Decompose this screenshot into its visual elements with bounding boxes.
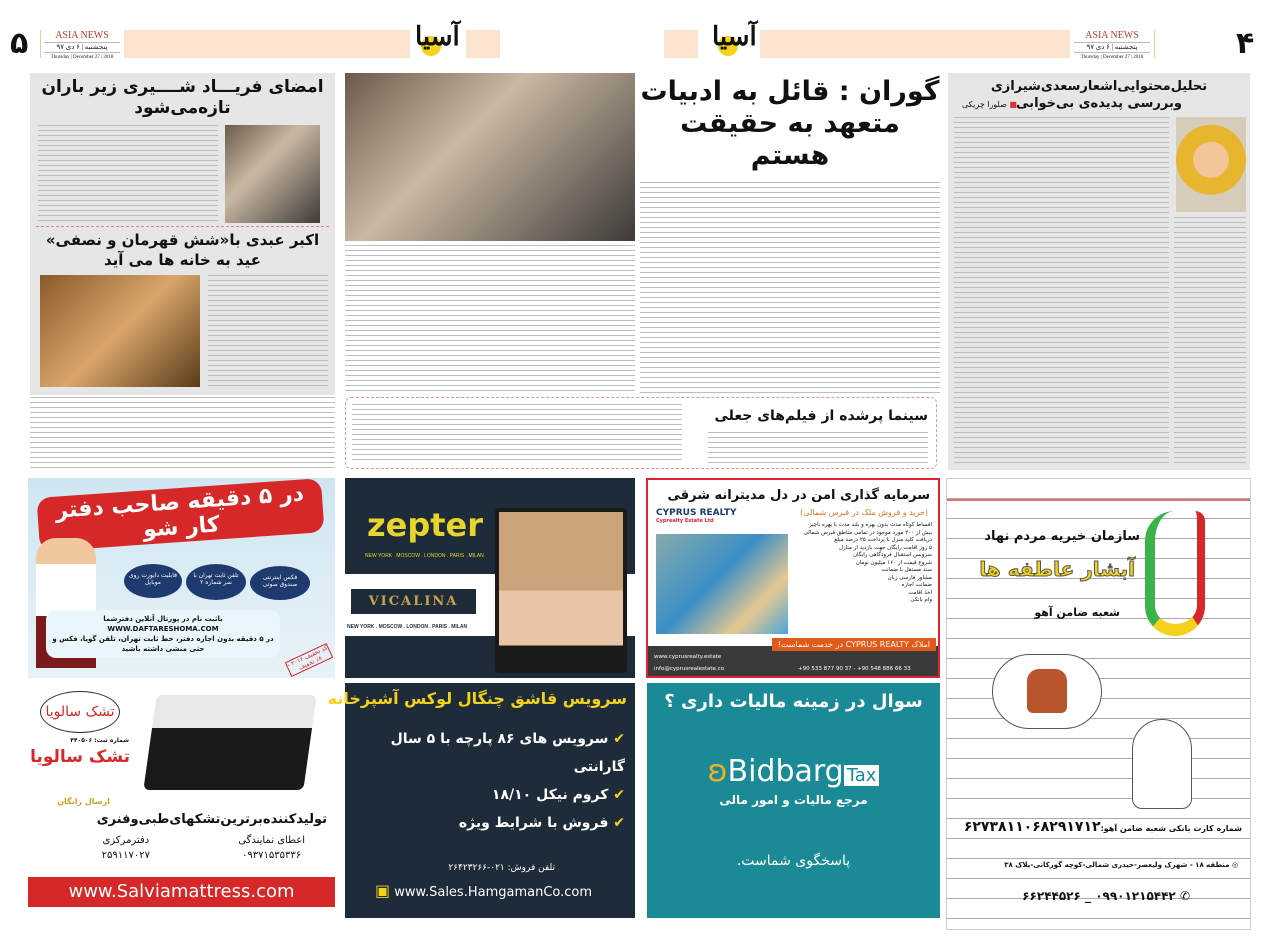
- speech-bubble: قابلیت دایورت روی موبایل: [124, 564, 182, 598]
- ad-subtitle: (خرید و فروش ملک در قبرس شمالی): [800, 508, 928, 517]
- brand-name: تشک سالویا: [30, 747, 130, 767]
- divider: [36, 226, 329, 227]
- brand-en: ASIA NEWS: [55, 30, 109, 41]
- abdi-photo: [40, 275, 200, 387]
- email[interactable]: info@cyprusrealestate.co: [654, 666, 725, 672]
- registration: شماره ثبت: ۴۴۰۵۰۶: [70, 737, 129, 744]
- check-icon: ✔: [613, 731, 625, 747]
- feature-text: فروش با شرایط ویژه: [458, 815, 609, 831]
- brand-cities: NEW YORK . MOSCOW . LONDON . PARIS . MILAN: [365, 553, 484, 559]
- title-line: عید به خانه ها می آید: [104, 251, 261, 269]
- header-bar: [760, 30, 1070, 58]
- speech-bubble: فکس اینترنتی صندوق صوتی: [250, 566, 310, 600]
- mattress-image: [143, 695, 316, 790]
- feature: وام بانکی: [910, 597, 932, 603]
- feature: ۵ روز اقامت رایگان جهت بازدید از منازل: [838, 544, 932, 551]
- charity-logo: [1145, 511, 1205, 636]
- masthead-left: [44, 30, 120, 62]
- article-subtitle-saadi: و‌بررسی پدیده‌ی بی‌خوابی: [1016, 96, 1182, 111]
- address: ◎ منطقه ۱۸ - شهرک ولیعصر-حیدری شمالی-کوچه گورکانی-پلاک ۳۸: [1004, 861, 1238, 869]
- article-body: [1174, 217, 1246, 463]
- date-en: Thursday | December 27 | 2018: [1074, 52, 1150, 62]
- bidbarg-logo: [647, 754, 940, 789]
- date-fa: پنجشنبه | ۶ دی ۹۷: [1074, 42, 1150, 52]
- margin-line: [947, 499, 1250, 501]
- agency-phone: ۰۹۳۷۱۵۳۵۳۳۶: [242, 850, 302, 861]
- logo-sub: Cyprealty Estate Ltd: [656, 518, 714, 524]
- masthead-right: [1074, 30, 1150, 62]
- feature: بیش از ۲۰۰ مورد موجود در تمامی مناطق قبرس شمالی: [803, 529, 932, 536]
- feature: سرویس استقبال فرودگاهی رایگان: [852, 552, 932, 558]
- article-body: [352, 404, 682, 462]
- website[interactable]: www.Sales.HamgamanCo.com: [394, 885, 593, 900]
- page-number-right: ۴: [1236, 26, 1255, 61]
- agency-label: اعطای نمایندگی: [238, 835, 305, 846]
- child-illustration: [1132, 719, 1192, 809]
- logo-text: CYPRUS REALTY: [656, 508, 737, 518]
- article-body: [38, 125, 218, 223]
- feature: ضمانت اجاره: [901, 582, 932, 588]
- ad-salvia[interactable]: [28, 685, 335, 915]
- date-en: Thursday | December 27 | 2018: [44, 52, 120, 62]
- bank-card: [964, 819, 1242, 835]
- slogan: تولیدکننده‌برترین‌تشکهای‌طبی‌وفنری: [96, 812, 327, 827]
- feature: [351, 781, 625, 809]
- ad-title: در ۵ دقیقه صاحب دفتر کار شو: [36, 478, 324, 552]
- header-bar: [664, 30, 698, 58]
- ad-charity[interactable]: [946, 478, 1251, 930]
- article-body: [345, 245, 635, 393]
- article-body: [640, 182, 940, 393]
- office-label: دفترمرکزی: [102, 835, 150, 846]
- title-line: گوران : قائل به ادبیات: [640, 76, 940, 107]
- cutlery-case-image: [495, 508, 627, 673]
- feature: دریافت کلید منزل با پرداخت ۲۵ درصد مبلغ: [834, 537, 932, 543]
- feature: مشاور فارسی زبان: [887, 574, 932, 581]
- website[interactable]: www.Salviamattress.com: [28, 877, 335, 907]
- ad-daftareshoma[interactable]: [28, 478, 335, 678]
- feature: [351, 809, 625, 837]
- card-number: ۶۲۷۳۸۱۱۰۶۸۲۹۱۷۱۲: [963, 819, 1101, 835]
- phones: +90 533 877 90 37 - +90 548 886 66 33: [798, 666, 911, 672]
- speech-bubble: تلفن ثابت تهران با سر شماره ۲: [186, 564, 246, 600]
- ad-title: سرمایه گذاری امن در دل مدیترانه شرقی: [667, 488, 930, 503]
- ad-bidbarg[interactable]: [647, 683, 940, 918]
- free-shipping: ارسال رایگان: [57, 797, 110, 806]
- hamgaman-logo-icon: ▣: [375, 881, 391, 900]
- backpack-icon: [1027, 669, 1067, 713]
- ad-zepter[interactable]: [345, 478, 635, 678]
- feature-text: کروم نیکل ۱۸/۱۰: [491, 787, 609, 803]
- date-fa: پنجشنبه | ۶ دی ۹۷: [44, 42, 120, 52]
- property-photos: [656, 534, 788, 634]
- article-body: [30, 397, 335, 469]
- cyprus-logo: [656, 508, 737, 524]
- ad-cyprus-realty[interactable]: [646, 478, 940, 678]
- text-line: باثبت نام در پورتال آنلاین دفترشما WWW.DAFTARESHOMA.COM: [103, 615, 223, 633]
- butterfly-icon: ʚ: [707, 754, 728, 789]
- feature: شروع قیمت از ۱۶۰ میلیون تومان: [855, 559, 932, 566]
- article-body: [208, 275, 328, 387]
- banner: املاک CYPRUS REALTY در خدمت شماست!: [772, 638, 936, 651]
- ad-title: سرویس قاشق چنگال لوکس آشپزخانه: [327, 689, 627, 708]
- divider: [40, 30, 41, 58]
- phone-text: ۰۹۹۰۱۲۱۵۴۴۲ _ ۶۶۲۴۴۵۲۶: [1022, 889, 1176, 903]
- salvia-logo: تشک سالویا: [40, 691, 120, 733]
- phone: تلفن فروش: ۰۲۱-۲۶۴۲۳۲۶۶: [448, 863, 555, 873]
- article-title-abdi: [30, 230, 335, 270]
- agency: [238, 835, 305, 861]
- header-bar: [466, 30, 500, 58]
- asia-logo: آسیا: [712, 22, 757, 52]
- article-title-cinema: سینما پرشده از فیلم‌های جعلی: [714, 408, 928, 424]
- discount-stamp: کد تخفیف ۲۰۱۶ - ۸٪ تخفیف: [285, 643, 333, 677]
- feature: [351, 725, 625, 781]
- website-row: [375, 881, 592, 900]
- tagline: مرجع مالیات و امور مالی: [719, 793, 868, 807]
- feature: سند مستقل با ضمانت: [881, 567, 932, 573]
- article-body: [708, 432, 928, 464]
- asia-logo: آسیا: [415, 22, 460, 52]
- author-photo: [1176, 117, 1246, 212]
- feature-text: سرویس های ۸۶ پارچه با ۵ سال گارانتی: [390, 731, 625, 775]
- feature-list: [790, 522, 932, 605]
- check-icon: ✔: [613, 815, 625, 831]
- ad-hamgaman[interactable]: [327, 683, 635, 918]
- check-icon: ✔: [613, 787, 625, 803]
- phones: ✆ ۰۹۹۰۱۲۱۵۴۴۲ _ ۶۶۲۴۴۵۲۶: [1022, 889, 1190, 903]
- feature: اخذ اقامت: [908, 589, 932, 596]
- footer: پاسخگوی شماست.: [736, 853, 851, 869]
- office-phone: ۲۵۹۱۱۷۰۲۷: [101, 850, 150, 861]
- tax-label: Tax: [844, 765, 880, 786]
- header-bar: [124, 30, 410, 58]
- vicalina-logo: VICALINA: [351, 589, 476, 614]
- author-name: صلورا چریکی: [962, 100, 1007, 109]
- charity-name: سازمان خیریه مردم نهاد: [984, 529, 1140, 544]
- title-line: متعهد به حقیقت هستم: [680, 108, 900, 171]
- saadi-article: [948, 73, 1250, 470]
- headline-gooran: [640, 76, 940, 172]
- branch-name: شعبه ضامن آهو: [1034, 606, 1120, 619]
- cinema-article: [345, 397, 937, 469]
- website[interactable]: www.cyprusrealty.estate: [654, 654, 722, 660]
- text-line: حتی منشی داشته باشید: [121, 645, 205, 653]
- card-label: شماره کارت بانکی شعبه ضامن آهو:: [1100, 824, 1242, 833]
- brand-cities: NEW YORK . MOSCOW . LONDON . PARIS . MILAN: [347, 624, 468, 630]
- article-title-saadi: تحلیل‌محتوایی‌اشعار‌سعدی‌شیرازی: [990, 79, 1208, 94]
- feature: اقساط کوتاه مدت بدون بهره و بلند مدت با بهره ناچیز: [808, 522, 932, 528]
- feature-list: [351, 725, 625, 837]
- article-title-shiri: امضای فریـــاد شــــیری زیر باران تازه‌می‌شود: [41, 77, 324, 118]
- zepter-logo: zepter: [367, 506, 484, 544]
- office: [102, 835, 150, 861]
- address-text: منطقه ۱۸ - شهرک ولیعصر-حیدری شمالی-کوچه گورکانی-پلاک ۳۸: [1004, 861, 1230, 869]
- left-column: [30, 73, 335, 395]
- page-number-left: ۵: [10, 26, 29, 61]
- shiri-photo: [225, 125, 320, 223]
- author: ■ صلورا چریکی: [962, 100, 1017, 109]
- thought-bubble: [992, 654, 1102, 729]
- divider: [1154, 30, 1155, 58]
- brand: Bidbarg: [727, 754, 844, 789]
- title-line: اکبر عبدی با«شش قهرمان و نصفی»: [45, 231, 320, 249]
- text-line: در ۵ دقیقه بدون اجاره دفتر، خط ثابت تهران، تلفن گویا، فکس و: [52, 635, 274, 643]
- gooran-photo: [345, 73, 635, 241]
- article-body: [954, 117, 1169, 463]
- contact-bar: [648, 640, 940, 678]
- brand-en: ASIA NEWS: [1085, 30, 1139, 41]
- charity-brand: آبشار عاطفه ها: [979, 557, 1135, 581]
- ad-text: [46, 610, 280, 658]
- question: سوال در زمینه مالیات داری ؟: [664, 691, 923, 712]
